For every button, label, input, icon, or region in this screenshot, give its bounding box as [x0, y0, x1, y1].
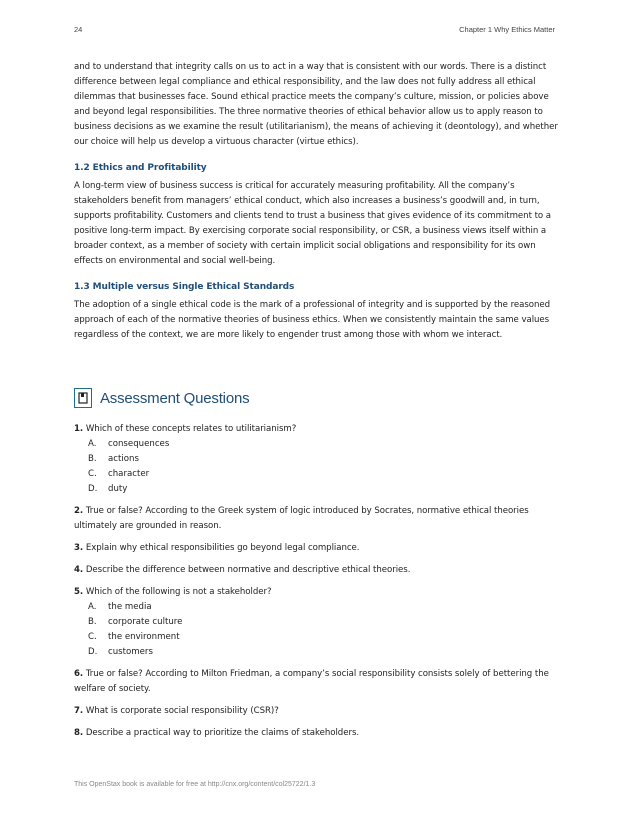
question-item	[74, 704, 558, 719]
main-content	[74, 60, 558, 343]
question-text: Which of these concepts relates to utilitarianism?	[85, 424, 297, 434]
section-heading: 1.2 Ethics and Profitability	[74, 163, 207, 173]
option-item: A. the media	[88, 602, 152, 612]
question-number: 6.	[74, 669, 84, 679]
section-heading: 1.3 Multiple versus Single Ethical Standards	[74, 282, 295, 292]
question-item	[74, 585, 558, 660]
question-item	[74, 726, 558, 741]
intro-paragraph: and to understand that integrity calls on us to act in a way that is consistent with our words. There is a distinct difference between legal compliance and ethical responsibility, and the law does not fully address all ethical dilemmas that businesses face. Sound ethical practice meets the company’s culture, mission, or policies above and beyond legal responsibilities. The three normative theories of ethical behavior allow us to apply reason to business decisions as we examine the result (utilitarianism), the means of achieving it (deontology), and whether our choice will help us develop a virtuous character (virtue ethics).	[74, 62, 558, 147]
question-list	[74, 422, 558, 741]
chapter-title: Chapter 1 Why Ethics Matter	[459, 25, 555, 34]
question-text: Describe the difference between normative and descriptive ethical theories.	[85, 565, 411, 575]
book-icon	[74, 388, 92, 408]
option-list	[74, 437, 558, 497]
option-list	[74, 600, 558, 660]
question-item	[74, 667, 558, 697]
question-number: 7.	[74, 706, 84, 716]
option-item: C. the environment	[88, 632, 180, 642]
option-item: C. character	[88, 469, 150, 479]
assessment-title: Assessment Questions	[100, 389, 250, 407]
question-number: 3.	[74, 543, 84, 553]
assessment-header	[74, 388, 249, 408]
question-text: True or false? According to the Greek system of logic introduced by Socrates, normative ethical theories ultimately are grounded in reason.	[74, 506, 529, 531]
option-item: B. actions	[88, 454, 139, 464]
question-item	[74, 504, 558, 534]
section-body: The adoption of a single ethical code is the mark of a professional of integrity and is supported by the reasoned approach of each of the normative theories of business ethics. When we consistently maintain the same values regardless of the context, we are more likely to engender trust among those with whom we interact.	[74, 300, 551, 340]
page-footer: This OpenStax book is available for free at http://cnx.org/content/col25722/1.3	[74, 781, 316, 788]
question-item	[74, 541, 558, 556]
question-number: 4.	[74, 565, 84, 575]
section-body: A long-term view of business success is critical for accurately measuring profitability. All the company’s stakeholders benefit from managers’ ethical conduct, which also increases a business’s goodwill and, in turn, supports profitability. Customers and clients tend to trust a business that gives evidence of its commitment to a positive long-term impact. By exercising corporate social responsibility, or CSR, a business views itself within a broader context, as a member of society with certain implicit social obligations and responsibility for its own effects on environmental and social well-being.	[74, 181, 551, 266]
question-number: 8.	[74, 728, 84, 738]
option-item: D. duty	[88, 484, 128, 494]
page-number: 24	[74, 25, 83, 34]
option-item: A. consequences	[88, 439, 170, 449]
question-number: 1.	[74, 424, 84, 434]
option-item: B. corporate culture	[88, 617, 183, 627]
question-text: Explain why ethical responsibilities go beyond legal compliance.	[85, 543, 360, 553]
question-number: 2.	[74, 506, 84, 516]
question-text: True or false? According to Milton Friedman, a company’s social responsibility consists solely of bettering the welfare of society.	[74, 669, 549, 694]
question-text: Describe a practical way to prioritize the claims of stakeholders.	[85, 728, 360, 738]
option-item: D. customers	[88, 647, 153, 657]
question-text: Which of the following is not a stakeholder?	[85, 587, 272, 597]
page-header	[74, 25, 555, 34]
question-text: What is corporate social responsibility (CSR)?	[85, 706, 279, 716]
question-number: 5.	[74, 587, 84, 597]
question-item	[74, 563, 558, 578]
question-item	[74, 422, 558, 497]
